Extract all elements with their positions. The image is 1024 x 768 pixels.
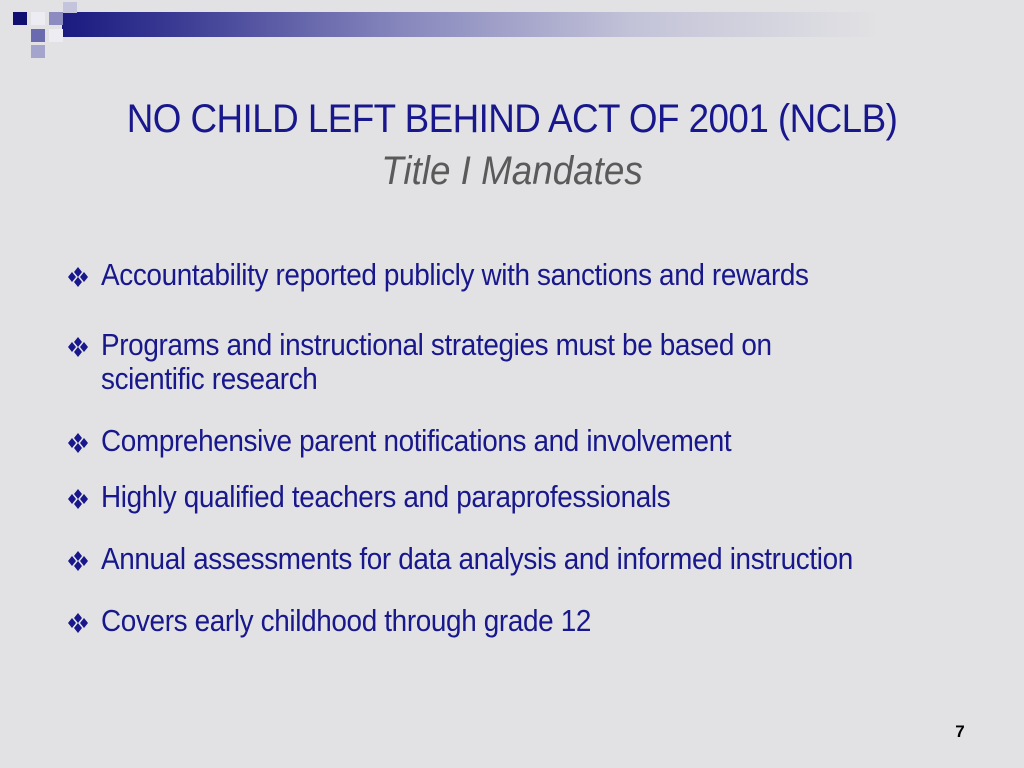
bullet-line: scientific research bbox=[101, 361, 318, 396]
four-diamond-bullet-icon bbox=[64, 488, 92, 510]
header-gradient-band bbox=[62, 12, 1024, 37]
bullet-line: Accountability reported publicly with sanctions and rewards bbox=[101, 257, 809, 292]
header-decoration bbox=[0, 0, 1024, 44]
page-number: 7 bbox=[955, 722, 965, 741]
bullet-line: Comprehensive parent notifications and involvement bbox=[101, 423, 732, 458]
decor-square bbox=[31, 45, 45, 58]
bullet-list bbox=[64, 258, 994, 638]
bullet-item bbox=[64, 480, 994, 514]
bullet-text bbox=[101, 542, 853, 576]
bullet-text bbox=[101, 328, 772, 396]
bullet-text bbox=[101, 480, 670, 514]
four-diamond-bullet-icon bbox=[64, 612, 92, 634]
bullet-line: Programs and instructional strategies must be based on bbox=[101, 327, 772, 362]
slide-subtitle: Title I Mandates bbox=[381, 149, 643, 193]
bullet-text bbox=[101, 604, 591, 638]
four-diamond-bullet-icon bbox=[64, 266, 92, 288]
four-diamond-bullet-icon bbox=[64, 550, 92, 572]
bullet-item bbox=[64, 542, 994, 576]
four-diamond-bullet-icon bbox=[64, 336, 92, 358]
four-diamond-bullet-icon bbox=[64, 432, 92, 454]
decor-square bbox=[49, 12, 63, 25]
bullet-item bbox=[64, 328, 994, 396]
bullet-item bbox=[64, 258, 994, 292]
bullet-line: Covers early childhood through grade 12 bbox=[101, 603, 592, 638]
slide-title: NO CHILD LEFT BEHIND ACT OF 2001 (NCLB) bbox=[126, 97, 898, 141]
bullet-line: Annual assessments for data analysis and informed instruction bbox=[101, 541, 853, 576]
decor-square bbox=[31, 12, 45, 25]
decor-square bbox=[63, 2, 77, 13]
bullet-text bbox=[101, 258, 809, 292]
title-block bbox=[40, 96, 984, 194]
decor-square bbox=[49, 29, 63, 42]
decor-square bbox=[13, 12, 27, 25]
bullet-item bbox=[64, 604, 994, 638]
decor-square bbox=[31, 29, 45, 42]
bullet-item bbox=[64, 424, 994, 458]
bullet-text bbox=[101, 424, 731, 458]
bullet-line: Highly qualified teachers and paraprofessionals bbox=[101, 479, 671, 514]
